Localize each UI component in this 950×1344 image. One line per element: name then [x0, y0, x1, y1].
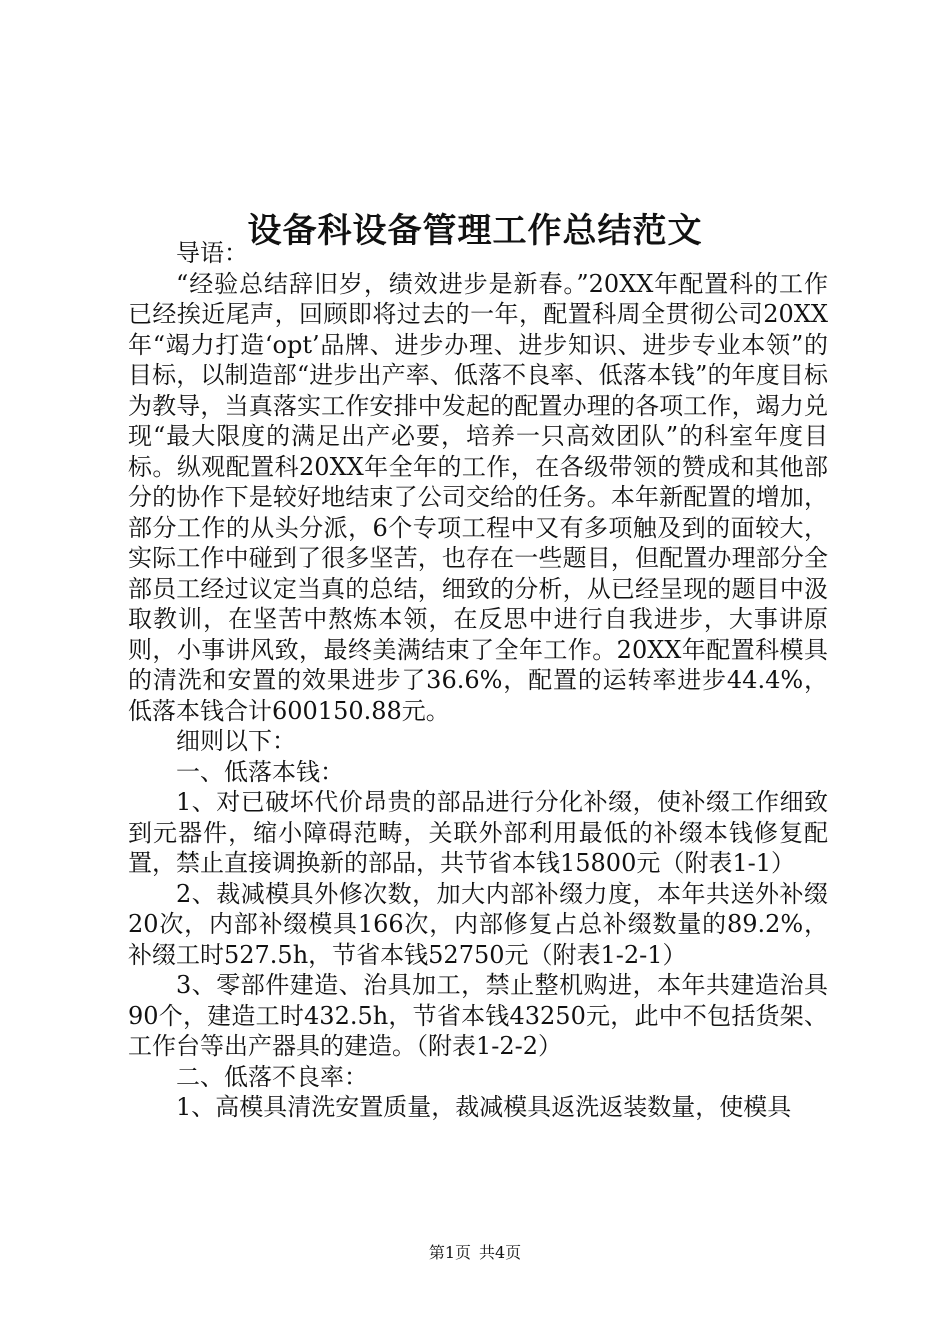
- paragraph-item-4: 1、高模具清洗安置质量，裁减模具返洗返装数量，使模具: [176, 1093, 792, 1121]
- paragraph-item-1: 1、对已破坏代价昂贵的部品进行分化补缀，使补缀工作细致到元器件，缩小障碍范畴，关联外部利用最低的补缀本钱修复配置，禁止直接调换新的部品，共节省本钱15800元（附表1-1）: [128, 788, 828, 877]
- paragraph-intro-label: 导语：: [176, 239, 248, 267]
- page-footer: [0, 1243, 950, 1263]
- section-heading-defect-reduction: 二、低落不良率：: [176, 1062, 368, 1091]
- section-heading-cost-reduction: 一、低落本钱：: [176, 757, 344, 786]
- page-total: 共4页: [479, 1243, 522, 1262]
- paragraph-details-label: 细则以下：: [176, 727, 296, 755]
- paragraph-item-3: 3、零部件建造、治具加工，禁止整机购进，本年共建造治具90个，建造工时432.5h，节省本钱43250元，此中不包括货架、工作台等出产器具的建造。（附表1-2-2）: [128, 971, 828, 1060]
- document-title: 设备科设备管理工作总结范文: [247, 210, 703, 251]
- paragraph-item-2: 2、裁减模具外修次数，加大内部补缀力度，本年共送外补缀20次，内部补缀模具166次，内部修复占总补缀数量的89.2%，补缀工时527.5h，节省本钱52750元（附表1-2-1）: [128, 879, 828, 969]
- page-number: 第1页: [428, 1243, 471, 1262]
- paragraph-summary: “经验总结辞旧岁，绩效进步是新春。”20XX年配置科的工作已经挨近尾声，回顾即将过去的一年，配置科周全贯彻公司20XX年“竭力打造‘opt’品牌、进步办理、进步知识、进步专业本领”的目标，以制造部“进步出产率、低落不良率、低落本钱”的年度目标为教导，当真落实工作安排中发起的配置办理的各项工作，竭力兑现“最大限度的满足出产必要，培养一只高效团队”的科室年度目标。纵观配置科20XX年全年的工作，在各级带领的赞成和其他部分的协作下是较好地结束了公司交给的任务。本年新配置的增加，部分工作的从头分派，6个专项工程中又有多项触及到的面较大，实际工作中碰到了很多坚苦，也存在一些题目，但配置办理部分全部员工经过议定当真的总结，细致的分析，从已经呈现的题目中汲取教训，在坚苦中熬炼本领，在反思中进行自我进步，大事讲原则，小事讲风致，最终美满结束了全年工作。20XX年配置科模具的清洗和安置的效果进步了36.6%，配置的运转率进步44.4%，低落本钱合计600150.88元。: [128, 269, 828, 725]
- document-body: [128, 238, 828, 1123]
